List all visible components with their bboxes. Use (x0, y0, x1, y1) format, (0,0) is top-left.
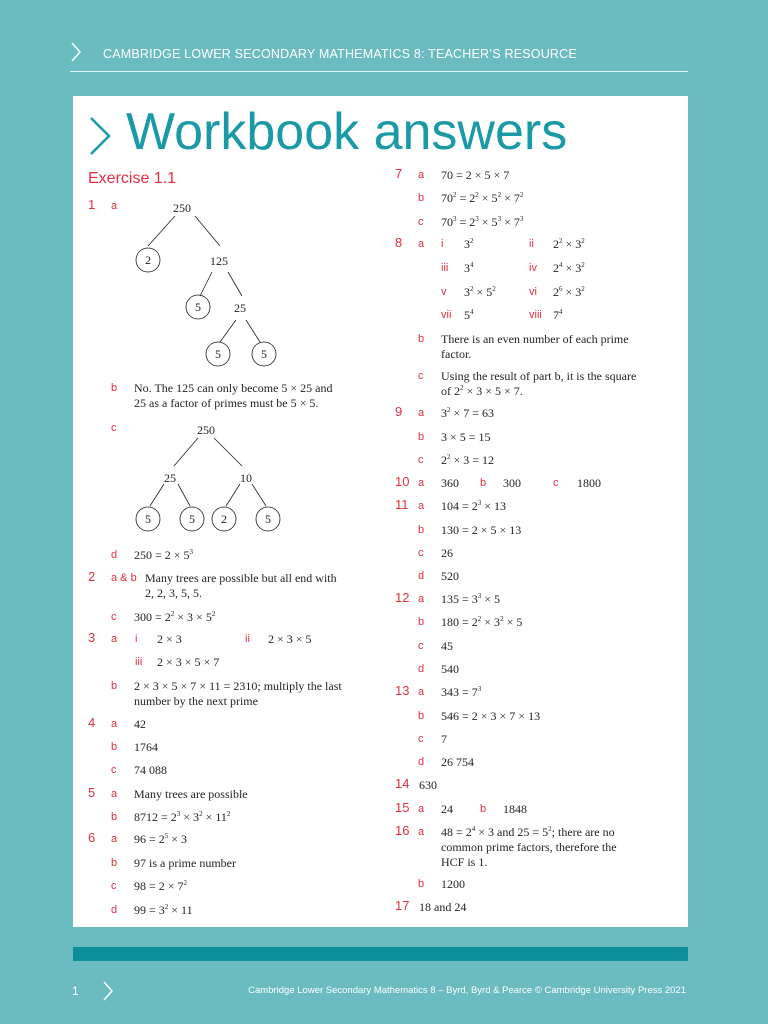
question-number: 9 (395, 404, 403, 419)
answer-text: Many trees are possible (134, 787, 248, 801)
answer-text: $98 = 2 \times 7^2$ (134, 879, 188, 893)
chevron-right-icon[interactable] (102, 981, 114, 1001)
answer-text: $180 = 2^2 \times 3^2 \times 5$ (441, 615, 523, 629)
part-label: b (418, 524, 425, 536)
tree-node: 125 (210, 254, 228, 268)
part-label: c (418, 547, 424, 559)
sub-label: v (441, 286, 447, 298)
part-label: b (418, 710, 425, 722)
page-number: 1 (72, 984, 79, 998)
tree-node: 25 (164, 471, 176, 485)
part-label: b (418, 333, 425, 345)
part-label: d (418, 663, 425, 675)
answer-text: $96 = 2^5 \times 3$ (134, 832, 188, 846)
header-title: CAMBRIDGE LOWER SECONDARY MATHEMATICS 8: TEACHER’S RESOURCE (103, 47, 577, 61)
tree-node: 5 (261, 347, 267, 361)
chevron-right-icon (88, 116, 112, 156)
answer-text: $300 = 2^2 \times 3 \times 5^2$ (134, 610, 216, 624)
part-label: b (418, 431, 425, 443)
part-label: d (111, 549, 118, 561)
sub-label: iii (135, 656, 143, 668)
part-label: d (418, 756, 425, 768)
part-label: b (111, 382, 118, 394)
answer-text: 520 (441, 569, 459, 583)
part-label: c (418, 733, 424, 745)
sub-label: i (135, 633, 138, 645)
sub-label: b (480, 477, 487, 489)
answer-text: 360 (441, 476, 459, 490)
part-label: a (111, 788, 118, 800)
part-label: c (111, 764, 117, 776)
question-number: 7 (395, 166, 403, 181)
answer-text: $135 = 3^3 \times 5$ (441, 592, 501, 606)
tree-node: 5 (265, 512, 271, 526)
part-label: a (418, 686, 425, 698)
answer-text: 45 (441, 639, 453, 653)
tree-node: 10 (240, 471, 252, 485)
answer-text: There is an even number of each prime factor. (441, 332, 629, 361)
answer-text: $3^2 \times 7 = 63$ (441, 406, 495, 420)
question-number: 4 (88, 715, 96, 730)
part-label: a (111, 200, 118, 212)
answer-text: $2^2 \times 3^2$ (553, 237, 585, 251)
answer-text: Using the result of part b, it is the square of $2^2 \times 3 \times 5 \times 7$. (441, 369, 637, 398)
tree-node: 25 (234, 301, 246, 315)
question-number: 8 (395, 235, 403, 250)
part-label: b (418, 616, 425, 628)
answer-text: $2^6 \times 3^2$ (553, 285, 585, 299)
part-label: a (418, 593, 425, 605)
part-label: b (418, 192, 425, 204)
header-rule (70, 71, 688, 72)
answer-text: 2 × 3 × 5 (268, 632, 312, 646)
part-label: d (418, 570, 425, 582)
part-label: a (418, 407, 425, 419)
sub-label: vii (441, 309, 452, 321)
footer-copyright: Cambridge Lower Secondary Mathematics 8 – Byrd, Byrd & Pearce © Cambridge University Press 2021 (248, 985, 686, 996)
question-number: 5 (88, 785, 96, 800)
answer-text: 540 (441, 662, 459, 676)
answer-text: 1800 (577, 476, 601, 490)
sub-label: vi (529, 286, 537, 298)
tree-node: 250 (197, 423, 215, 437)
part-label: b (111, 857, 118, 869)
question-number: 15 (395, 800, 410, 815)
answer-text: $8712 = 2^3 \times 3^2 \times 11^2$ (134, 810, 231, 824)
answer-text: 26 (441, 546, 453, 560)
question-number: 17 (395, 898, 410, 913)
answer-text: No. The 125 can only become 5 × 25 and 25 as a factor of primes must be 5 × 5. (134, 381, 333, 410)
part-label: a (111, 718, 118, 730)
answer-text: 1764 (134, 740, 158, 754)
part-label: b (111, 811, 118, 823)
question-number: 6 (88, 830, 96, 845)
answer-text: $343 = 7^3$ (441, 685, 482, 699)
exercise-heading: Exercise 1.1 (88, 170, 177, 187)
part-label: a (111, 633, 118, 645)
part-label: a (418, 238, 425, 250)
answer-text: 1200 (441, 877, 465, 891)
answer-text: 18 and 24 (419, 900, 467, 914)
question-number: 14 (395, 776, 410, 791)
answer-text: 3 × 5 = 15 (441, 430, 491, 444)
question-number: 10 (395, 474, 410, 489)
answer-text: 42 (134, 717, 146, 731)
answer-text: 2 × 3 × 5 × 7 × 11 = 2310; multiply the last number by the next prime (134, 679, 342, 708)
answer-text: $70^3 = 2^3 \times 5^3 \times 7^3$ (441, 215, 524, 229)
part-label: c (111, 611, 117, 623)
question-number: 1 (88, 197, 96, 212)
answer-text: $2^4 \times 3^2$ (553, 261, 585, 275)
answer-text: 1848 (503, 802, 527, 816)
part-label: a (418, 500, 425, 512)
answer-text: $3^4$ (464, 261, 474, 275)
answer-text: 546 = 2 × 3 × 7 × 13 (441, 709, 541, 723)
question-number: 16 (395, 823, 410, 838)
part-label: b (418, 878, 425, 890)
part-label: a (111, 833, 118, 845)
sub-label: c (553, 477, 559, 489)
answer-text: 130 = 2 × 5 × 13 (441, 523, 522, 537)
answer-text: $2^2 \times 3 = 12$ (441, 453, 495, 467)
part-label: c (418, 370, 424, 382)
part-label: a & b (111, 572, 137, 584)
answer-text: Many trees are possible but all end with 2, 2, 3, 5, 5. (145, 571, 337, 600)
sub-label: i (441, 238, 444, 250)
part-label: a (418, 826, 425, 838)
sub-label: iii (441, 262, 449, 274)
tree-node: 5 (145, 512, 151, 526)
part-label: a (418, 169, 425, 181)
answer-text: 2 × 3 (157, 632, 182, 646)
answer-text: 630 (419, 778, 437, 792)
sub-label: b (480, 803, 487, 815)
tree-node: 2 (145, 253, 151, 267)
question-number: 11 (395, 497, 409, 512)
answer-text: $99 = 3^2 \times 11$ (134, 903, 193, 917)
sub-label: ii (245, 633, 250, 645)
chevron-right-icon (70, 42, 82, 62)
part-label: c (111, 422, 117, 434)
footer-band (73, 947, 688, 961)
answer-text: $3^2 \times 5^2$ (464, 285, 496, 299)
part-label: c (418, 454, 424, 466)
answer-text: $7^4$ (553, 308, 563, 322)
part-label: b (111, 680, 118, 692)
part-label: a (418, 803, 425, 815)
answer-text: 7 (441, 732, 447, 746)
answer-text: 74 088 (134, 763, 167, 777)
sub-label: ii (529, 238, 534, 250)
sub-label: iv (529, 262, 537, 274)
tree-node: 250 (173, 201, 191, 215)
part-label: d (111, 904, 118, 916)
tree-node: 5 (215, 347, 221, 361)
question-number: 12 (395, 590, 410, 605)
answer-text: 2 × 3 × 5 × 7 (157, 655, 220, 669)
answer-text: $70^2 = 2^2 \times 5^2 \times 7^2$ (441, 191, 524, 205)
answer-text: $48 = 2^4 \times 3$ and $25 = 5^2$; there are no common prime factors, therefore the HCF is 1. (441, 825, 617, 869)
answer-text: $104 = 2^3 \times 13$ (441, 499, 507, 513)
answer-text: 300 (503, 476, 521, 490)
part-label: a (418, 477, 425, 489)
tree-node: 5 (195, 300, 201, 314)
tree-node: 5 (189, 512, 195, 526)
answer-text: $5^4$ (464, 308, 474, 322)
answer-text: 70 = 2 × 5 × 7 (441, 168, 510, 182)
part-label: c (111, 880, 117, 892)
part-label: b (111, 741, 118, 753)
factor-tree-a (120, 196, 300, 376)
question-number: 13 (395, 683, 410, 698)
answer-text: 97 is a prime number (134, 856, 236, 870)
question-number: 3 (88, 630, 96, 645)
answer-text: $250 = 2 \times 5^3$ (134, 548, 194, 562)
page-header (0, 0, 768, 80)
sub-label: viii (529, 309, 542, 321)
part-label: c (418, 640, 424, 652)
page-title-text: Workbook answers (126, 103, 568, 161)
answer-text: $3^2$ (464, 237, 474, 251)
question-number: 2 (88, 569, 96, 584)
part-label: c (418, 216, 424, 228)
factor-tree-c (120, 418, 300, 538)
answer-text: 24 (441, 802, 453, 816)
answer-text: 26 754 (441, 755, 474, 769)
tree-node: 2 (221, 512, 227, 526)
